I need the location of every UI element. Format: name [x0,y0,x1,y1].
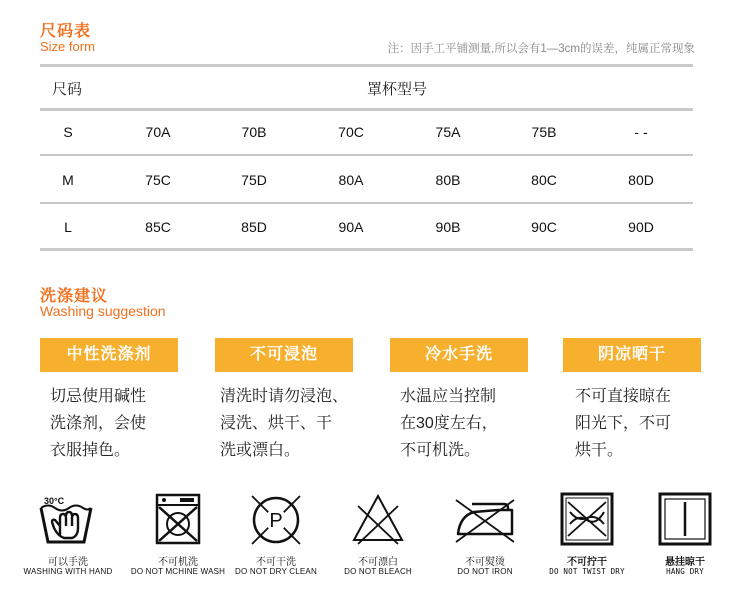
cup-cell: 75D [241,172,267,188]
tag-shade-dry: 阴凉晒干 [563,338,701,372]
cup-cell: 75B [531,124,557,140]
hang-dry-icon [656,490,714,548]
tag-neutral-detergent: 中性洗涤剂 [40,338,178,372]
no-machine-wash-icon [150,492,206,548]
no-iron-icon [452,492,518,548]
icon-label-cn: 不可拧干 [567,557,607,568]
table-header-size: 尺码 [52,81,83,98]
icon-label-en: DO NOT IRON [457,567,513,576]
no-twist-dry-icon [558,490,616,548]
hand-wash-30-icon [38,492,94,548]
table-rule [40,202,693,204]
icon-label-cn: 不可干洗 [256,557,296,568]
table-row [40,112,693,152]
cup-cell: 90C [531,219,557,235]
cup-cell: 80D [628,172,654,188]
washing-title: 洗涤建议 [40,288,109,305]
table-rule-top [40,64,693,67]
size-form-subtitle: Size form [40,39,95,54]
dry-clean-letter: P [269,510,283,532]
desc-neutral-detergent: 切忌使用碱性 洗涤剂，会使 衣服掉色。 [50,388,147,459]
icon-label-en: DO NOT TWIST DRY [549,567,625,576]
cup-cell: 80B [435,172,461,188]
icon-label-cn: 不可熨烫 [465,557,505,568]
row-size-label: S [63,124,73,140]
icon-label-cn: 不可机洗 [158,557,198,568]
cup-cell: 70A [145,124,171,140]
icon-label-cn: 不可漂白 [358,557,398,568]
row-size-label: M [62,172,74,188]
table-header-cup: 罩杯型号 [367,81,428,98]
icon-label-en: DO NOT MCHINE WASH [130,567,226,576]
desc-cold-hand-wash: 水温应当控制 在30度左右， 不可机洗。 [400,388,498,459]
icon-label-cn: 可以手洗 [48,557,88,568]
cup-cell: 90D [628,219,654,235]
table-row [40,206,693,246]
cup-cell: 75C [145,172,171,188]
icon-label-en: DO NOT BLEACH [344,567,412,576]
cup-cell: 75A [435,124,461,140]
icon-label-en: DO NOT DRY CLEAN [235,567,317,576]
row-size-label: L [64,219,72,235]
cup-cell: 90B [435,219,461,235]
icon-label-cn: 悬挂晾干 [665,557,705,568]
desc-shade-dry: 不可直接晾在 阳光下，不可 烘干。 [575,388,672,459]
size-form-title: 尺码表 [40,23,92,40]
cup-cell: 85D [241,219,267,235]
cup-cell: 80C [531,172,557,188]
tag-no-soak: 不可浸泡 [215,338,353,372]
tag-cold-hand-wash: 冷水手洗 [390,338,528,372]
washing-subtitle: Washing suggestion [40,303,166,319]
table-rule [40,154,693,156]
icon-label-en: HANG DRY [666,567,704,576]
cup-cell: 80A [338,172,364,188]
cup-cell: 70B [241,124,267,140]
cup-cell: 90A [338,219,364,235]
table-rule [40,108,693,111]
table-row [40,158,693,198]
no-bleach-icon [348,490,408,550]
cup-cell: - - [634,124,648,140]
no-dry-clean-icon [246,490,306,550]
wash-temp-label: 30°C [44,496,65,506]
cup-cell: 70C [338,124,364,140]
desc-no-soak: 清洗时请勿浸泡、 浸洗、烘干、干 洗或漂白。 [220,388,349,459]
cup-cell: 85C [145,219,171,235]
measurement-note: 注：因手工平铺测量,所以会有1—3cm的误差，纯属正常现象 [387,43,695,55]
icon-label-en: WASHING WITH HAND [23,567,113,576]
table-rule-bottom [40,248,693,251]
